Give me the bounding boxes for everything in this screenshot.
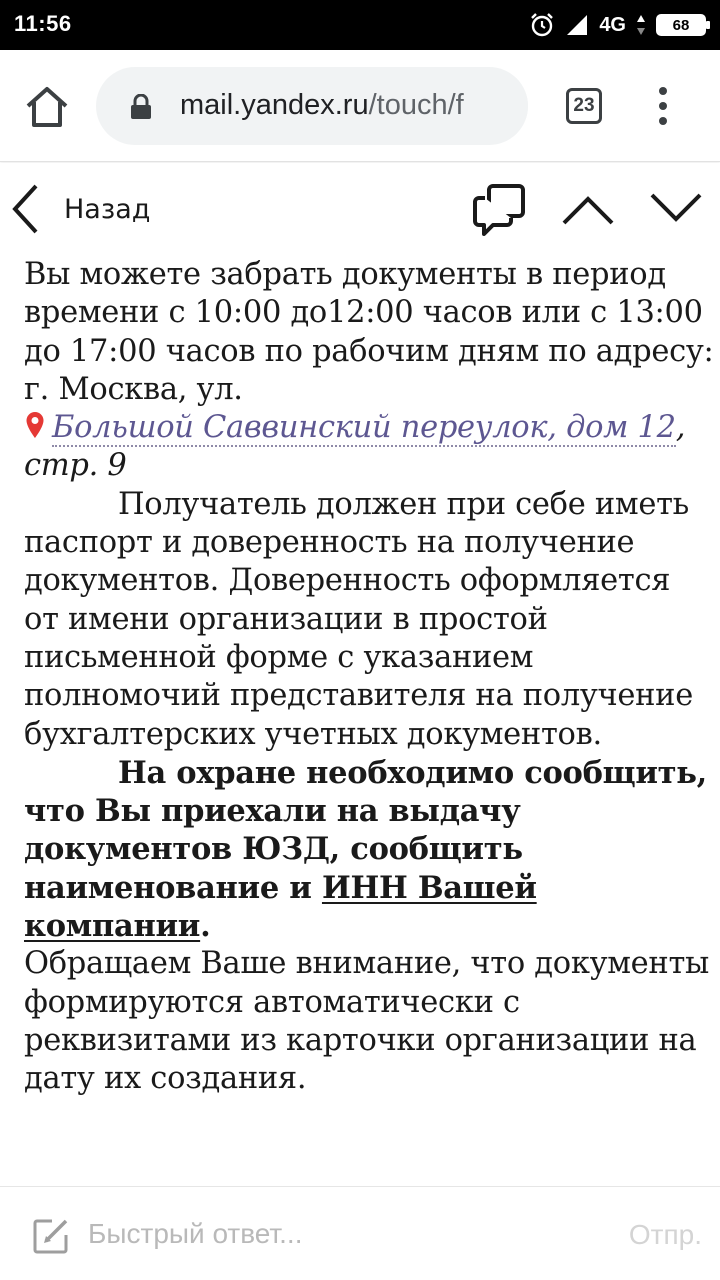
security-notice-period: . (200, 908, 211, 945)
attention-text: Обращаем Ваше внимание, что документы формируются автоматически с реквизитами из карточки организации на дату их создания. (24, 946, 710, 1097)
paragraph-pickup-time (24, 256, 714, 486)
inn-company-text: ИНН Вашей компании (24, 869, 537, 945)
quick-reply-input[interactable] (88, 1211, 528, 1257)
address-end: стр. 9 (24, 448, 127, 484)
address-bar[interactable] (96, 67, 528, 145)
home-icon[interactable] (22, 84, 72, 130)
back-arrow-icon (10, 183, 40, 235)
signal-icon (565, 14, 589, 36)
alarm-icon (529, 12, 555, 38)
back-label: Назад (64, 193, 151, 225)
requirements-text: Получатель должен при себе иметь паспорт и доверенность на получение документов. Доверенность оформляется от имени организации в простой письменной форме с указанием полномочий представителя на получение бухгалтерских учетных документов. (24, 486, 693, 752)
message-body (24, 256, 714, 1099)
menu-icon[interactable] (650, 84, 676, 128)
address-link[interactable]: Большой Саввинский переулок, дом 12 (52, 410, 676, 446)
browser-toolbar (0, 50, 720, 162)
data-arrows-icon (636, 14, 646, 36)
url-host: mail.yandex.ru (180, 89, 369, 121)
paragraph-requirements (24, 486, 714, 754)
battery-indicator (656, 14, 706, 36)
url-text (180, 89, 464, 122)
status-time: 11:56 (14, 11, 72, 36)
address-comma: , (675, 410, 686, 446)
chevron-down-icon[interactable] (648, 189, 704, 229)
network-type: 4G (599, 13, 626, 36)
lock-icon (130, 94, 152, 120)
status-bar (0, 0, 720, 50)
paragraph-security-notice (24, 754, 714, 945)
thread-icon[interactable] (472, 183, 528, 237)
tab-count: 23 (573, 95, 595, 116)
url-fade (488, 67, 528, 145)
battery-level: 68 (672, 16, 690, 34)
quick-reply-bar (0, 1186, 720, 1280)
chevron-up-icon[interactable] (560, 189, 616, 229)
url-path: /touch/f (368, 89, 464, 121)
paragraph-attention (24, 945, 714, 1098)
mail-header (0, 163, 720, 255)
security-notice-text: На охране необходимо сообщить, что Вы приехали на выдачу документов ЮЗД, сообщить наименование и (24, 754, 707, 906)
tab-switcher-button[interactable] (566, 88, 602, 124)
compose-icon[interactable] (32, 1217, 70, 1255)
back-button[interactable] (10, 183, 150, 235)
pickup-time-text: Вы можете забрать документы в период времени с 10:00 до12:00 часов или с 13:00 до 17:00 часов по рабочим дням по адресу: г. Москва, ул. (24, 257, 714, 407)
map-pin-icon (24, 410, 46, 440)
send-button[interactable]: Отпр. (628, 1219, 702, 1250)
status-icons (529, 10, 706, 40)
